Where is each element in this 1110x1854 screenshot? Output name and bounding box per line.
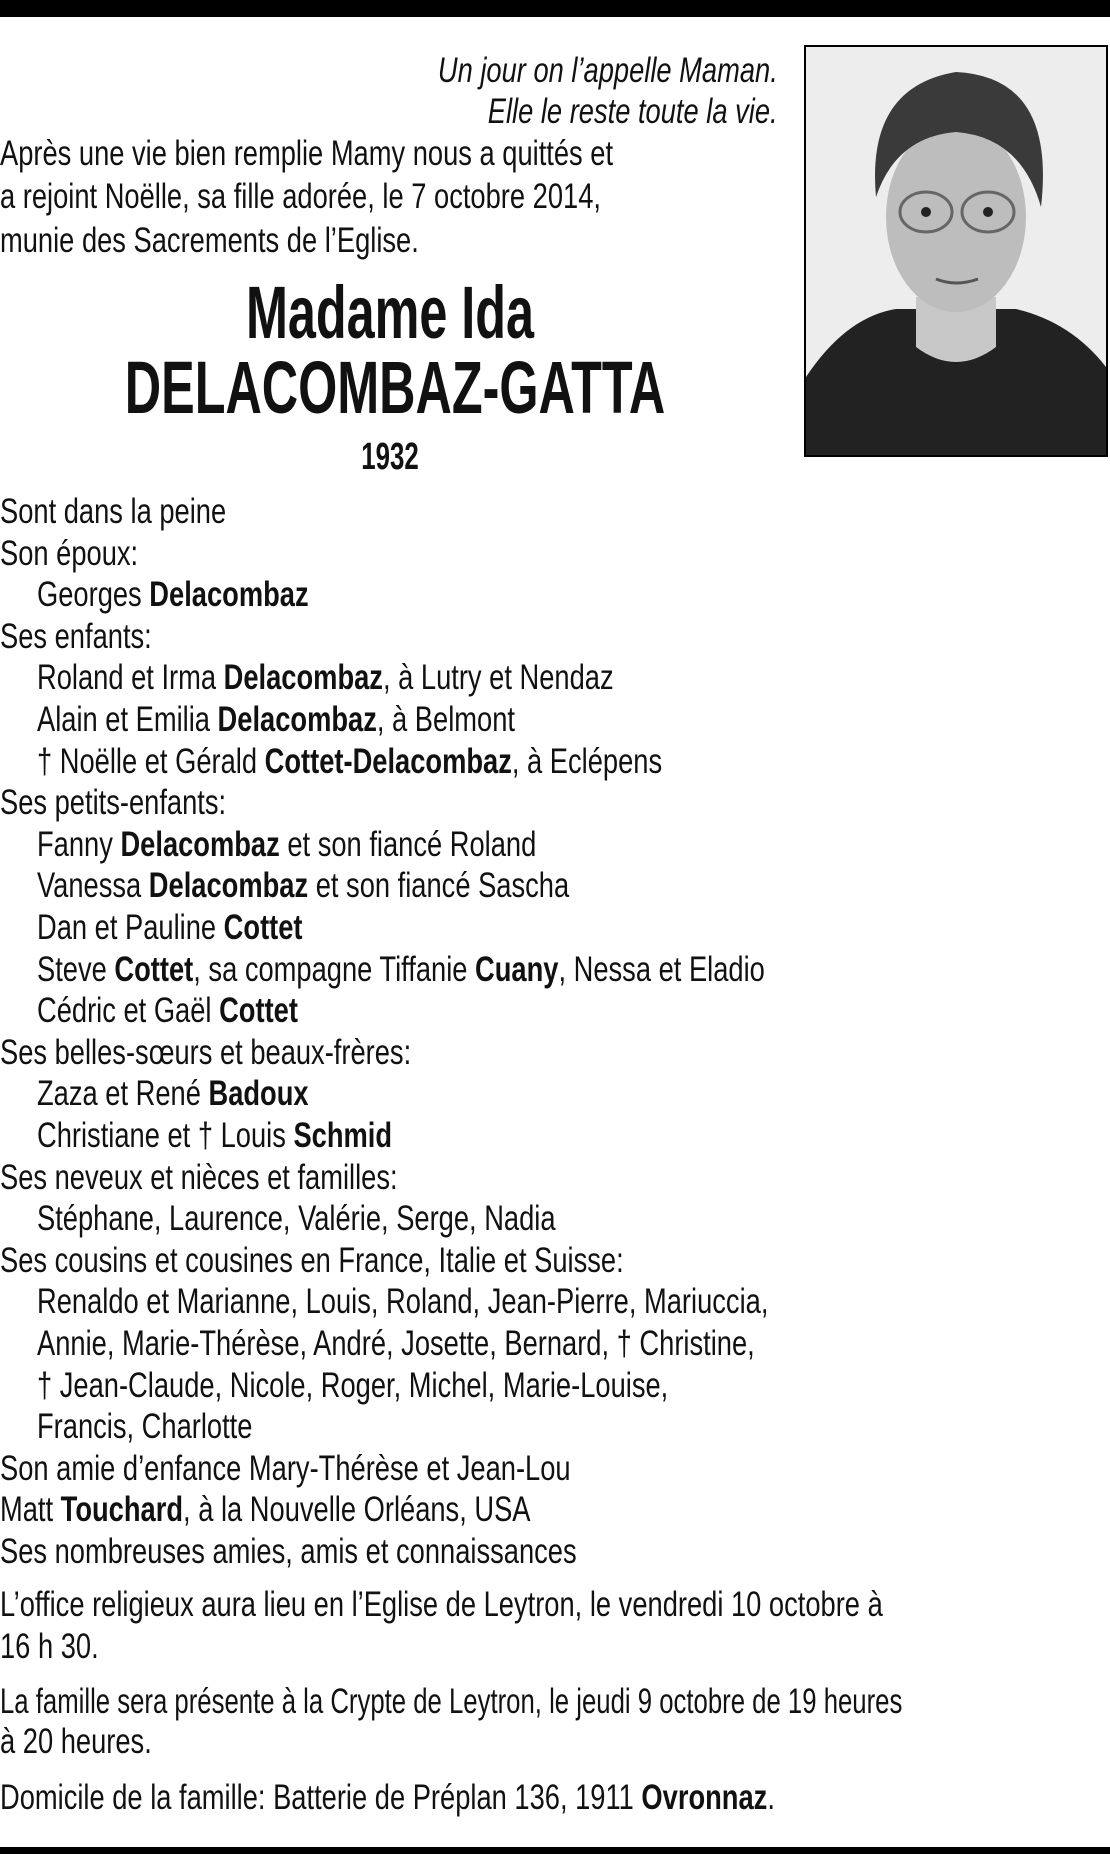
quote-line-2: Elle le reste toute la vie. (488, 92, 778, 131)
family-line (37, 574, 309, 616)
domicile-line (0, 1777, 775, 1819)
domicile-end: . (767, 1778, 775, 1817)
bottom-rule (0, 1847, 1110, 1854)
family-text: Ses enfants: (0, 616, 152, 656)
family-line (37, 1281, 768, 1323)
family-text: et son fiancé Roland (279, 824, 537, 864)
domicile-text: Domicile de la famille: Batterie de Préplan 136, 1911 (0, 1778, 642, 1817)
family-surname: Cottet (114, 949, 194, 989)
family-text: Vanessa (37, 866, 149, 906)
family-line (37, 907, 303, 949)
family-line (0, 1032, 411, 1074)
family-line (0, 1448, 571, 1490)
family-line (0, 616, 152, 658)
family-line (37, 824, 536, 866)
family-line (37, 1198, 556, 1240)
family-surname: Cottet (219, 991, 298, 1031)
visitation-line-1: La famille sera présente à la Crypte de Leytron, le jeudi 9 octobre de 19 heures (0, 1682, 903, 1721)
family-text: Son amie d’enfance Mary-Thérèse et Jean-Lou (0, 1448, 571, 1488)
family-line (37, 741, 662, 783)
family-text: Georges (37, 575, 150, 615)
family-line (37, 657, 614, 699)
family-text: Renaldo et Marianne, Louis, Roland, Jean-Pierre, Mariuccia, (37, 1282, 769, 1322)
family-text: Ses belles-sœurs et beaux-frères: (0, 1032, 412, 1072)
family-text: Ses cousins et cousines en France, Italie et Suisse: (0, 1240, 624, 1280)
family-text: Roland et Irma (37, 658, 224, 698)
deceased-name-line-2: DELACOMBAZ-GATTA (124, 346, 666, 429)
family-surname: Schmid (293, 1116, 393, 1155)
family-text: Stéphane, Laurence, Valérie, Serge, Nadia (37, 1199, 556, 1239)
family-text: , sa compagne Tiffanie (193, 949, 476, 989)
family-surname: Cottet-Delacombaz (264, 741, 512, 781)
family-text: † Jean-Claude, Nicole, Roger, Michel, Marie-Louise, (37, 1365, 669, 1405)
family-text: † Noëlle et Gérald (37, 741, 265, 781)
family-text: Matt (0, 1490, 61, 1530)
quote-line-1: Un jour on l’appelle Maman. (438, 51, 778, 90)
family-text: Ses nombreuses amies, amis et connaissances (0, 1532, 577, 1571)
family-line (37, 865, 569, 907)
family-line (37, 949, 765, 991)
family-text: Francis, Charlotte (37, 1407, 253, 1447)
service-line-1: L’office religieux aura lieu en l’Eglise de Leytron, le vendredi 10 octobre à (0, 1585, 883, 1624)
family-text: , à la Nouvelle Orléans, USA (183, 1490, 531, 1530)
family-line (37, 1365, 668, 1407)
birth-year: 1932 (361, 436, 419, 478)
intro-line-2: a rejoint Noëlle, sa fille adorée, le 7 octobre 2014, (0, 177, 601, 216)
family-line (37, 1073, 309, 1115)
family-text: Ses petits-enfants: (0, 783, 227, 823)
family-text: Son époux: (0, 533, 139, 573)
family-surname: Delacombaz (223, 658, 383, 698)
family-text: Dan et Pauline (37, 908, 224, 947)
family-text: Steve (37, 949, 115, 989)
visitation-line-2: à 20 heures. (0, 1722, 152, 1761)
family-text: Annie, Marie-Thérèse, André, Josette, Bernard, † Christine, (37, 1324, 755, 1363)
family-line (37, 699, 515, 741)
family-surname: Delacombaz (120, 824, 280, 864)
family-line (0, 491, 226, 533)
family-line (0, 1489, 531, 1531)
family-text: Zaza et René (37, 1074, 209, 1114)
family-text: et son fiancé Sascha (308, 866, 570, 906)
family-line (0, 782, 226, 824)
family-text: Christiane et † Louis (37, 1116, 294, 1155)
family-line (0, 533, 138, 575)
portrait-photo (804, 45, 1108, 457)
family-text: , à Belmont (376, 700, 515, 739)
family-surname: Cuany (475, 949, 559, 989)
family-surname: Touchard (60, 1490, 184, 1530)
family-line (37, 1406, 252, 1448)
family-line (37, 1115, 392, 1157)
top-rule (0, 0, 1110, 17)
family-line (37, 1323, 755, 1365)
family-line (0, 1157, 398, 1199)
family-text: Sont dans la peine (0, 492, 227, 531)
family-line (0, 1240, 624, 1282)
family-text: Alain et Emilia (37, 700, 218, 739)
family-surname: Delacombaz (217, 700, 377, 739)
family-text: , à Eclépens (511, 741, 663, 781)
family-line (37, 990, 298, 1032)
family-text: , à Lutry et Nendaz (382, 658, 614, 698)
family-line (0, 1531, 577, 1573)
family-text: Ses neveux et nièces et familles: (0, 1157, 398, 1197)
service-line-2: 16 h 30. (0, 1627, 99, 1666)
intro-line-3: munie des Sacrements de l’Eglise. (0, 221, 419, 260)
domicile-place: Ovronnaz (641, 1778, 768, 1817)
family-text: Cédric et Gaël (37, 991, 220, 1031)
family-text: , Nessa et Eladio (558, 949, 765, 989)
family-surname: Delacombaz (148, 866, 309, 906)
family-surname: Cottet (223, 908, 303, 947)
family-surname: Delacombaz (149, 575, 309, 615)
family-text: Fanny (37, 824, 121, 864)
family-surname: Badoux (208, 1074, 309, 1114)
intro-line-1: Après une vie bien remplie Mamy nous a quittés et (0, 134, 614, 173)
deceased-name-line-1: Madame Ida (245, 271, 535, 354)
